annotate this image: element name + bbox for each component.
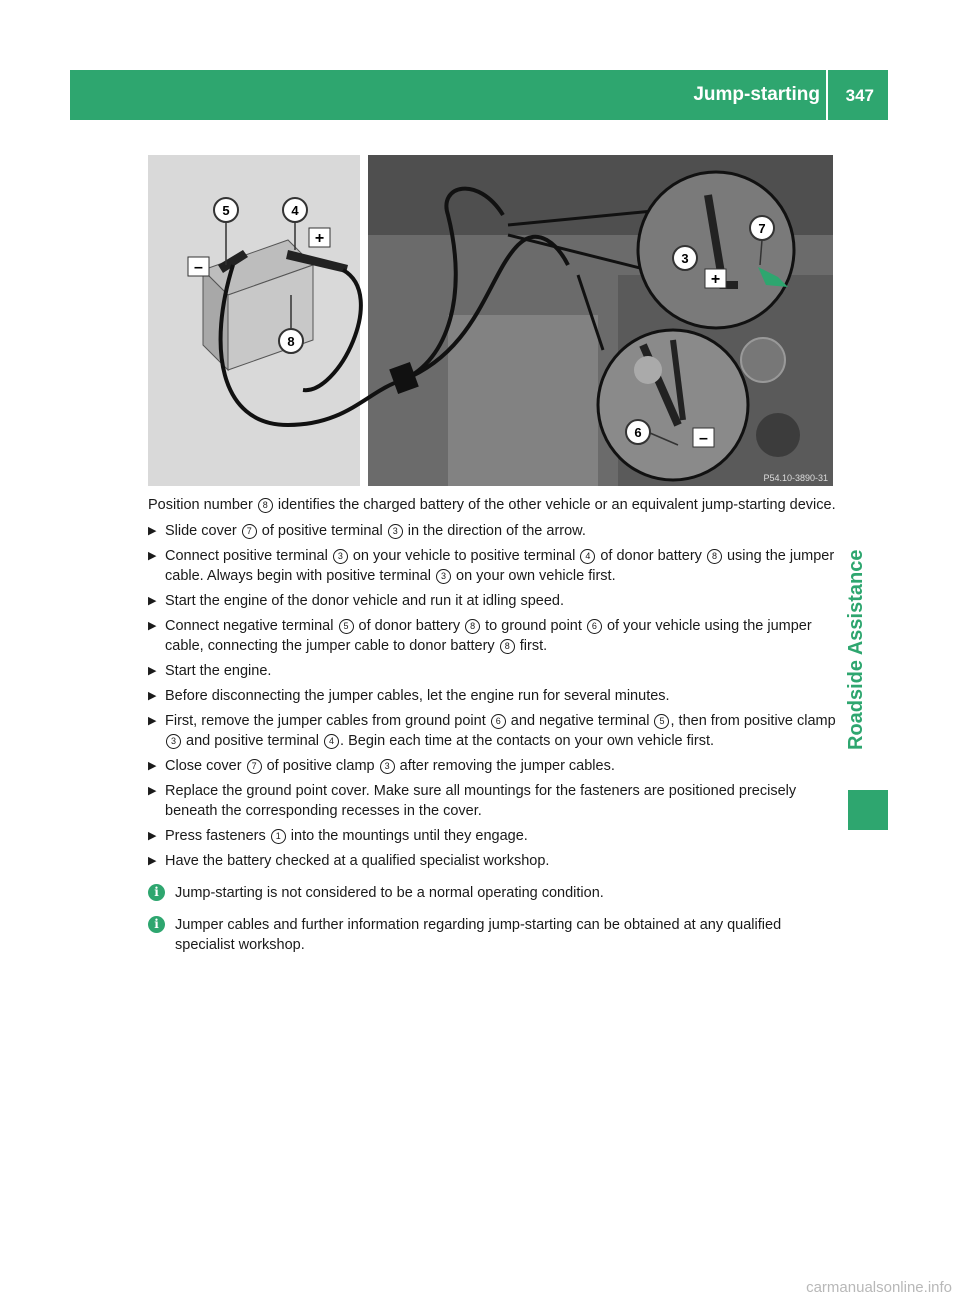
step-text: Start the engine of the donor vehicle and run it at idling speed.: [165, 593, 565, 609]
instructions: [148, 495, 838, 955]
info-note: [148, 883, 838, 903]
instruction-step: [148, 686, 838, 706]
svg-text:6: 6: [634, 425, 642, 440]
plus-sign-donor: [309, 228, 330, 247]
callout-number: 7: [242, 524, 257, 539]
step-text: Start the engine.: [165, 663, 272, 679]
figure-code: P54.10-3890-31: [763, 473, 828, 483]
intro-paragraph: Position number 8 identifies the charged battery of the other vehicle or an equivalent jump-starting device.: [148, 497, 836, 513]
callout-number: 8: [465, 619, 480, 634]
callout-3: [673, 246, 697, 270]
step-text: and positive terminal: [182, 733, 324, 749]
step-text: Close cover: [165, 758, 246, 774]
svg-text:+: +: [710, 271, 721, 288]
step-text: and negative terminal: [506, 713, 654, 729]
illustration-svg: [148, 155, 833, 486]
step-text: of donor battery: [354, 618, 465, 634]
step-list: [148, 521, 838, 871]
callout-number: 4: [324, 734, 339, 749]
step-arrow-icon: ▶: [148, 715, 157, 727]
instruction-step: [148, 826, 838, 846]
step-text: of positive terminal: [257, 523, 387, 539]
polarity-minus-label: –: [194, 259, 203, 276]
callout-number: 5: [654, 714, 669, 729]
step-arrow-icon: ▶: [148, 550, 157, 562]
note-list: [148, 883, 838, 955]
step-text: Connect positive terminal: [165, 548, 332, 564]
callout-number: 3: [380, 759, 395, 774]
plus-sign-vehicle: [705, 269, 726, 288]
callout-number: 3: [388, 524, 403, 539]
step-text: of your vehicle using the jumper cable, connecting the jumper cable to donor battery: [165, 618, 812, 654]
step-arrow-icon: ▶: [148, 760, 157, 772]
step-text: of donor battery: [596, 548, 706, 564]
step-text: Slide cover: [165, 523, 241, 539]
step-text: on your vehicle to positive terminal: [348, 548, 580, 564]
minus-sign-donor: [188, 257, 209, 276]
callout-number: 3: [166, 734, 181, 749]
note-text: Jump-starting is not considered to be a normal operating condition.: [175, 885, 604, 901]
callout-number: 8: [707, 549, 722, 564]
svg-text:7: 7: [758, 221, 766, 236]
note-text: Jumper cables and further information regarding jump-starting can be obtained at any qualified specialist workshop.: [175, 917, 782, 953]
jump-start-illustration: [148, 155, 833, 486]
callout-number: 3: [333, 549, 348, 564]
minus-sign-vehicle: [693, 428, 714, 447]
step-text: to ground point: [481, 618, 586, 634]
instruction-step: [148, 851, 838, 871]
callout-number: 3: [436, 569, 451, 584]
callout-number: 4: [580, 549, 595, 564]
step-text: using the jumper cable. Always begin with positive terminal: [165, 548, 835, 584]
step-text: , then from positive clamp: [670, 713, 836, 729]
footer-watermark: carmanualsonline.info: [806, 1279, 952, 1296]
step-text: First, remove the jumper cables from ground point: [165, 713, 490, 729]
callout-number: 1: [271, 829, 286, 844]
instruction-step: [148, 661, 838, 681]
engine-logo-icon: [741, 338, 785, 382]
step-text: Before disconnecting the jumper cables, let the engine run for several minutes.: [165, 688, 670, 704]
polarity-plus-label: +: [314, 230, 325, 247]
step-text: Replace the ground point cover. Make sure all mountings for the fasteners are positioned precisely beneath the corresponding recesses in the cover.: [165, 783, 797, 819]
step-text: first.: [515, 638, 548, 654]
step-text: . Begin each time at the contacts on your own vehicle first.: [340, 733, 715, 749]
callout-number: 6: [587, 619, 602, 634]
side-tab-marker: [848, 790, 888, 830]
svg-text:5: 5: [222, 203, 230, 218]
svg-text:4: 4: [291, 203, 299, 218]
svg-text:–: –: [699, 430, 708, 447]
instruction-step: [148, 756, 838, 776]
step-text: into the mountings until they engage.: [286, 828, 528, 844]
instruction-step: [148, 781, 838, 821]
step-arrow-icon: ▶: [148, 665, 157, 677]
step-arrow-icon: ▶: [148, 595, 157, 607]
info-note: [148, 915, 838, 955]
step-text: in the direction of the arrow.: [403, 523, 586, 539]
step-text: of positive clamp: [262, 758, 379, 774]
step-text: after removing the jumper cables.: [395, 758, 615, 774]
instruction-step: [148, 616, 838, 656]
step-arrow-icon: ▶: [148, 855, 157, 867]
header-divider: [826, 70, 828, 120]
info-icon: i: [148, 916, 165, 933]
step-text: Have the battery checked at a qualified specialist workshop.: [165, 853, 550, 869]
callout-number: 8: [258, 498, 273, 513]
step-arrow-icon: ▶: [148, 525, 157, 537]
callout-number: 8: [500, 639, 515, 654]
svg-text:8: 8: [287, 334, 295, 349]
instruction-step: [148, 546, 838, 586]
info-icon: i: [148, 884, 165, 901]
page-number: 347: [845, 86, 874, 105]
page-header: [70, 70, 888, 120]
step-arrow-icon: ▶: [148, 785, 157, 797]
step-arrow-icon: ▶: [148, 620, 157, 632]
callout-number: 5: [339, 619, 354, 634]
step-arrow-icon: ▶: [148, 690, 157, 702]
section-title: Jump-starting: [693, 84, 820, 105]
step-text: Press fasteners: [165, 828, 270, 844]
instruction-step: [148, 591, 838, 611]
step-arrow-icon: ▶: [148, 830, 157, 842]
callout-number: 7: [247, 759, 262, 774]
step-text: Connect negative terminal: [165, 618, 338, 634]
side-tab-label: Roadside Assistance: [845, 549, 867, 750]
callout-number: 6: [491, 714, 506, 729]
step-text: on your own vehicle first.: [452, 568, 616, 584]
instruction-step: [148, 521, 838, 541]
svg-text:3: 3: [681, 251, 689, 266]
instruction-step: [148, 711, 838, 751]
